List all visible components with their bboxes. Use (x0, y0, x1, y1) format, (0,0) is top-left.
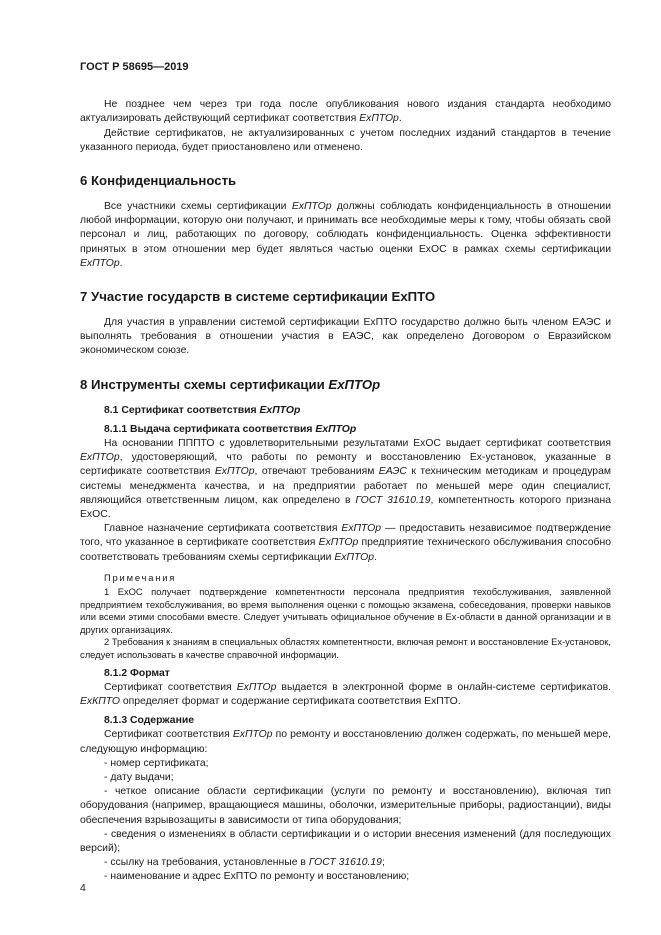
section-8-1-3-title: 8.1.3 Содержание (104, 715, 195, 727)
section-8-1-1-paragraph-2: Главное назначение сертификата соответствия ExПТОр — предоставить независимое подтверждение того, что указанное в сертификате соответствия ExПТОр предприятие технического обслуживания способно соответствовать требованиям схемы сертификации ExПТОр. (80, 523, 612, 563)
section-8-1-3-text: Сертификат соответствия ExПТОр по ремонту и восстановлению должен содержать, по меньшей мере, следующую информацию: (80, 729, 611, 755)
section-8-1-title: 8.1 Сертификат соответствия ExПТОр (104, 404, 301, 416)
note-1: 1 ExОС получает подтверждение компетентности персонала предприятия техобслуживания, заявленной предприятием техобслуживания, во время выполнения оценки с помощью экзамена, собеседования, проверки навыков или всеми этими способами вместе. Следует учитывать официальное обучение в Ex-области в данной организации и в других организациях. (80, 586, 611, 635)
page-number: 4 (80, 883, 86, 894)
intro-paragraph-2: Действие сертификатов, не актуализированных с учетом последних изданий стандартов в течение указанного периода, будет приостановлено или отменено. (80, 127, 611, 153)
list-item: - четкое описание области сертификации (услуги по ремонту и восстановлению), включая тип оборудования (например, вращающиеся машины, оболочки, измерительные приборы, радиостанции), виды обеспечения взрывозащиты в зависимости от типа оборудования; (80, 786, 611, 826)
section-7-text: Для участия в управлении системой сертификации ExПТО государство должно быть членом ЕАЭС и выполнять требования в отношении участия в ЕАЭС, как определено Договором о Евразийском экономическом союзе. (80, 317, 611, 357)
notes-title: Примечания (104, 571, 177, 583)
section-6-text: Все участники схемы сертификации ExПТОр должны соблюдать конфиденциальность в отношении любой информации, которую они получают, и принимать все необходимые меры к тому, чтобы обязать свой персонал и лиц, работающих по договору, соблюдать конфиденциальность. Оценка эффективности принятых в этом отношении мер будет являться частью оценки ExОС в рамках схемы сертификации ExПТОр. (80, 201, 612, 269)
list-item: - наименование и адрес ExПТО по ремонту и восстановлению; (104, 871, 410, 883)
section-6-title: 6 Конфиденциальность (80, 173, 237, 189)
intro-paragraph-1: Не позднее чем через три года после опубликования нового издания стандарта необходимо актуализировать действующий сертификат соответствия ExПТОр. (80, 99, 611, 125)
section-8-1-1-paragraph-1: На основании ПППТО с удовлетворительными результатами ExОС выдает сертификат соответствия ExПТОр, удостоверяющий, что работы по ремонту и восстановлению Ex-установок, указанные в сертификате соответствия ExПТОр, отвечают требованиям ЕАЭС к техническим методикам и процедурам системы менеджмента качества, и на предприятии работает по меньшей мере один специалист, являющийся ответственным лицом, как определено в ГОСТ 31610.19, компетентность которого признана ExОС. (80, 438, 612, 521)
section-7-title: 7 Участие государств в системе сертификации ExПТО (80, 289, 436, 305)
section-8-title: 8 Инструменты схемы сертификации ExПТОр (80, 376, 381, 392)
section-8-1-1-title: 8.1.1 Выдача сертификата соответствия ExПТОр (104, 423, 357, 435)
list-item: - дату выдачи; (104, 772, 174, 784)
section-8-1-2-text: Сертификат соответствия ExПТОр выдается в электронной форме в онлайн-системе сертификатов. ExКПТО определяет формат и содержание сертификата соответствия ExПТО. (80, 681, 612, 708)
document-header: ГОСТ Р 58695—2019 (80, 61, 189, 73)
section-8-1-2-title: 8.1.2 Формат (104, 667, 170, 679)
list-item: - сведения о изменениях в области сертификации и о истории внесения изменений (для последующих версий); (80, 828, 611, 855)
note-2: 2 Требования к знаниям в специальных областях компетентности, включая ремонт и восстановление Ex-установок, следует использовать в качестве справочной информации. (80, 636, 611, 661)
list-item: - ссылку на требования, установленные в ГОСТ 31610.19; (104, 857, 385, 869)
list-item: - номер сертификата; (104, 757, 209, 769)
